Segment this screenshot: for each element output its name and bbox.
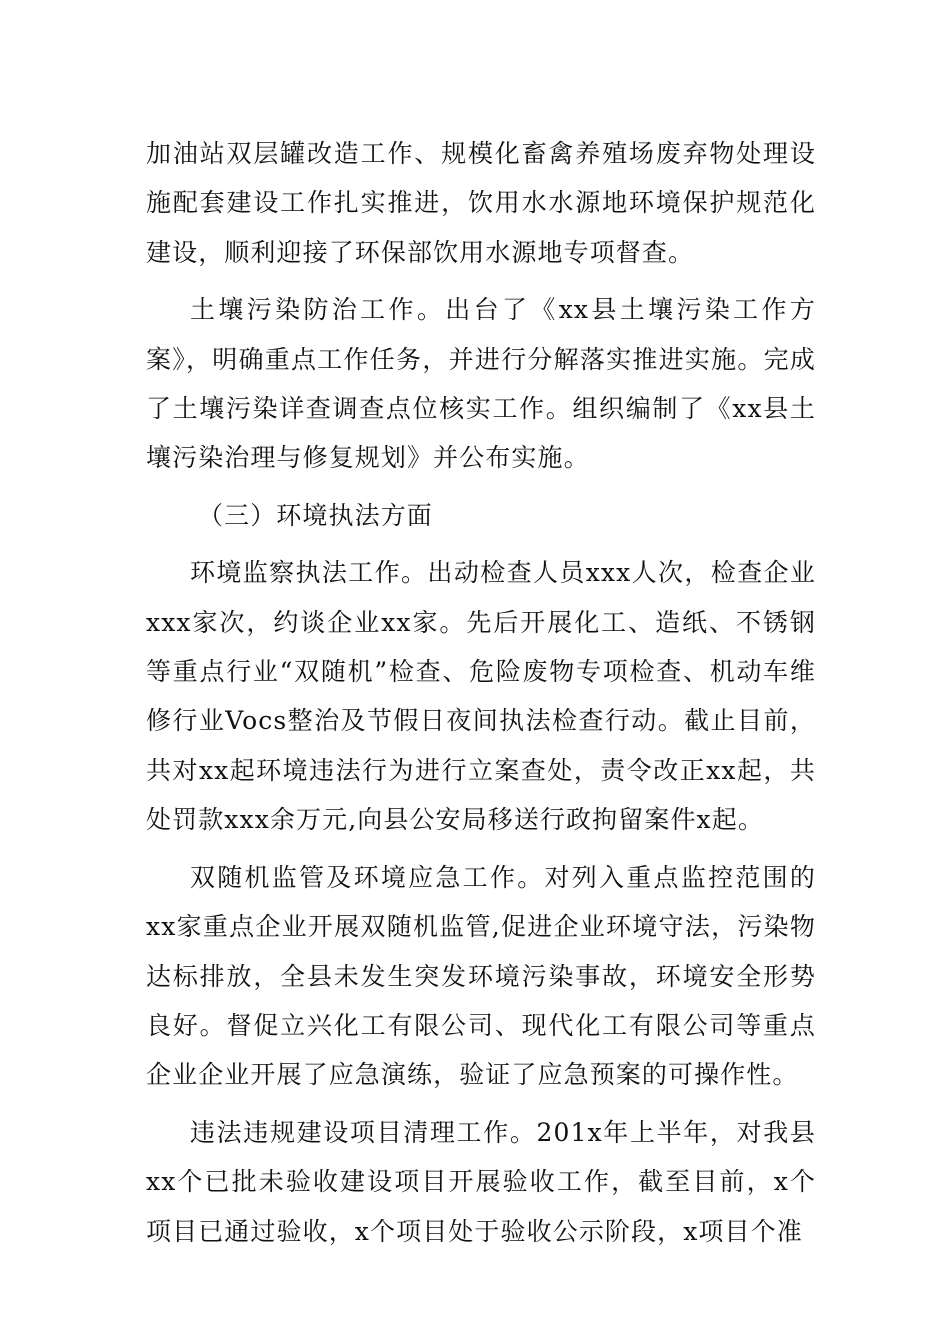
paragraph-project-cleanup: 违法违规建设项目清理工作。201x年上半年，对我县xx个已批未验收建设项目开展验收工作，截至目前，x个项目已通过验收，x个项目处于验收公示阶段，x项目个准 bbox=[146, 1117, 816, 1246]
paragraph-inspection-enforcement: 环境监察执法工作。出动检查人员xxx人次，检查企业xxx家次，约谈企业xx家。先后开展化工、造纸、不锈钢等重点行业“双随机”检查、危险废物专项检查、机动车维修行业Vocs整治及节假日夜间执法检查行动。截止目前，共对xx起环境违法行为进行立案查处，责令改正xx起，共处罚款xxx余万元,向县公安局移送行政拘留案件x起。 bbox=[146, 558, 816, 835]
section-heading-enforcement: （三）环境执法方面 bbox=[198, 500, 433, 530]
paragraph-spacer bbox=[146, 1100, 816, 1108]
paragraph-spacer bbox=[146, 277, 816, 285]
paragraph-emergency-supervision: 双随机监管及环境应急工作。对列入重点监控范围的xx家重点企业开展双随机监管,促进企业环境守法，污染物达标排放，全县未发生突发环境污染事故，环境安全形势良好。督促立兴化工有限公司、现代化工有限公司等重点企业企业开展了应急演练，验证了应急预案的可操作性。 bbox=[146, 862, 816, 1090]
paragraph-water-source: 加油站双层罐改造工作、规模化畜禽养殖场废弃物处理设施配套建设工作扎实推进，饮用水水源地环境保护规范化建设，顺利迎接了环保部饮用水源地专项督查。 bbox=[146, 139, 816, 267]
paragraph-soil-pollution: 土壤污染防治工作。出台了《xx县土壤污染工作方案》，明确重点工作任务，并进行分解落实推进实施。完成了土壤污染详查调查点位核实工作。组织编制了《xx县土壤污染治理与修复规划》并公布实施。 bbox=[146, 295, 816, 473]
paragraph-spacer bbox=[146, 845, 816, 853]
paragraph-spacer bbox=[146, 483, 816, 491]
document-body bbox=[146, 129, 816, 1256]
paragraph-spacer bbox=[146, 540, 816, 548]
